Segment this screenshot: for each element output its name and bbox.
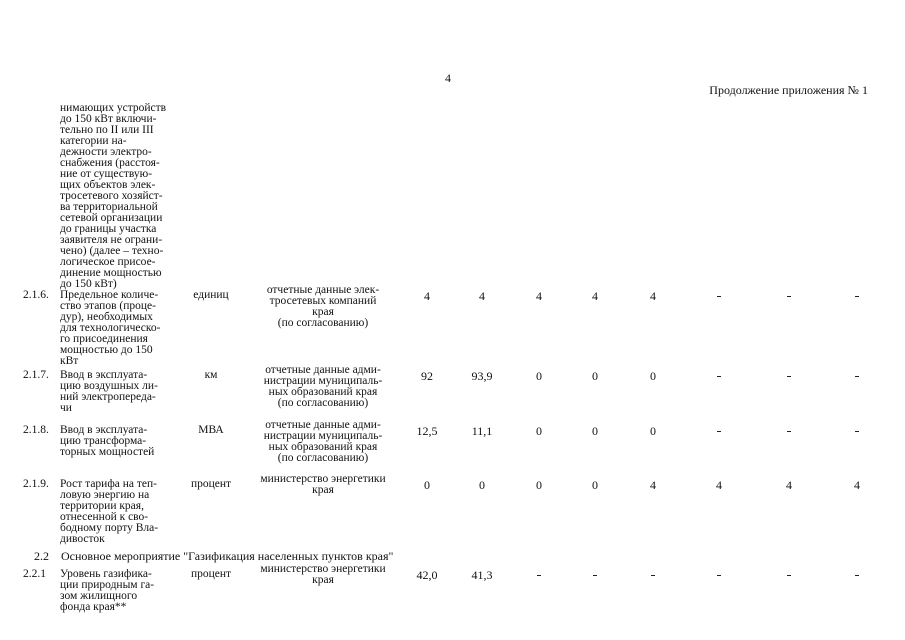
row-value: 42,0 [416, 568, 438, 582]
row-source: министерство энергетики края [260, 473, 386, 496]
row-value: 0 [536, 369, 542, 383]
row-value: 4 [786, 478, 792, 492]
row-value: 0 [479, 478, 485, 492]
row-value-dash [787, 376, 791, 377]
row-value: 4 [716, 478, 722, 492]
row-value: 4 [479, 289, 485, 303]
row-value: 4 [650, 289, 656, 303]
row-value: 4 [592, 289, 598, 303]
row-value: 12,5 [416, 424, 438, 438]
row-number: 2.1.8. [23, 424, 49, 436]
row-unit: процент [190, 568, 232, 580]
row-number: 2.2.1 [23, 568, 46, 580]
row-value: 4 [854, 478, 860, 492]
row-value-dash [855, 376, 859, 377]
carryover-indicator-text: нимающих устройств до 150 кВт включи- тельно по II или III категории на- дежности электро- снабжения (расстоя- ние от существую- щих объектов элек- тросетевого хозяйст- ва территориальной сетевой организации до границы участка заявителя не ограни- чено) (далее – техно- логическое присое- динение мощностью до 150 кВт) [60, 102, 167, 290]
row-value-dash [717, 431, 721, 432]
row-value: 41,3 [471, 568, 493, 582]
row-value: 4 [650, 478, 656, 492]
continuation-note: Продолжение приложения № 1 [709, 83, 868, 97]
row-value-dash [651, 575, 655, 576]
page-number: 4 [445, 71, 451, 85]
row-unit: км [204, 369, 218, 381]
row-number: 2.1.7. [23, 369, 49, 381]
row-source: отчетные данные элек- тросетевых компаний края (по согласованию) [266, 284, 380, 329]
row-value-dash [593, 575, 597, 576]
row-source: министерство энергетики края [260, 563, 386, 586]
row-value: 0 [424, 478, 430, 492]
row-value-dash [717, 376, 721, 377]
row-value: 11,1 [471, 424, 493, 438]
row-value: 0 [536, 478, 542, 492]
row-value: 0 [536, 424, 542, 438]
row-source: отчетные данные адми- нистрации муниципаль- ных образований края (по согласованию) [263, 364, 383, 409]
row-unit: единиц [193, 289, 229, 301]
row-indicator-name: Ввод в эксплуата- цию воздушных ли- ний электропереда- чи [60, 369, 158, 414]
row-value-dash [855, 575, 859, 576]
row-value-dash [855, 296, 859, 297]
row-value-dash [787, 296, 791, 297]
row-value: 0 [592, 369, 598, 383]
row-value: 93,9 [471, 369, 493, 383]
section-number: 2.2 [34, 549, 49, 563]
row-value-dash [855, 431, 859, 432]
row-indicator-name: Рост тарифа на теп- ловую энергию на территории края, отнесенной к сво- бодному порту Вла- дивосток [60, 478, 159, 545]
row-value: 0 [592, 478, 598, 492]
row-indicator-name: Предельное количе- ство этапов (проце- дур), необходимых для технологическо- го присоединения мощностью до 150 кВт [60, 289, 161, 367]
row-unit: процент [190, 478, 232, 490]
section-title: Основное мероприятие "Газификация населенных пунктов края" [61, 549, 394, 563]
row-value: 0 [650, 369, 656, 383]
row-number: 2.1.9. [23, 478, 49, 490]
row-value-dash [717, 575, 721, 576]
row-number: 2.1.6. [23, 289, 49, 301]
row-value-dash [787, 431, 791, 432]
row-indicator-name: Уровень газифика- ции природным га- зом жилищного фонда края** [60, 568, 155, 613]
row-value: 4 [536, 289, 542, 303]
row-value: 4 [424, 289, 430, 303]
row-value-dash [787, 575, 791, 576]
row-value: 0 [592, 424, 598, 438]
row-value-dash [717, 296, 721, 297]
row-value: 0 [650, 424, 656, 438]
row-value: 92 [421, 369, 433, 383]
row-source: отчетные данные адми- нистрации муниципаль- ных образований края (по согласованию) [263, 419, 383, 464]
row-unit: МВА [198, 424, 224, 436]
row-value-dash [537, 575, 541, 576]
row-indicator-name: Ввод в эксплуата- цию трансформа- торных мощностей [60, 424, 155, 458]
